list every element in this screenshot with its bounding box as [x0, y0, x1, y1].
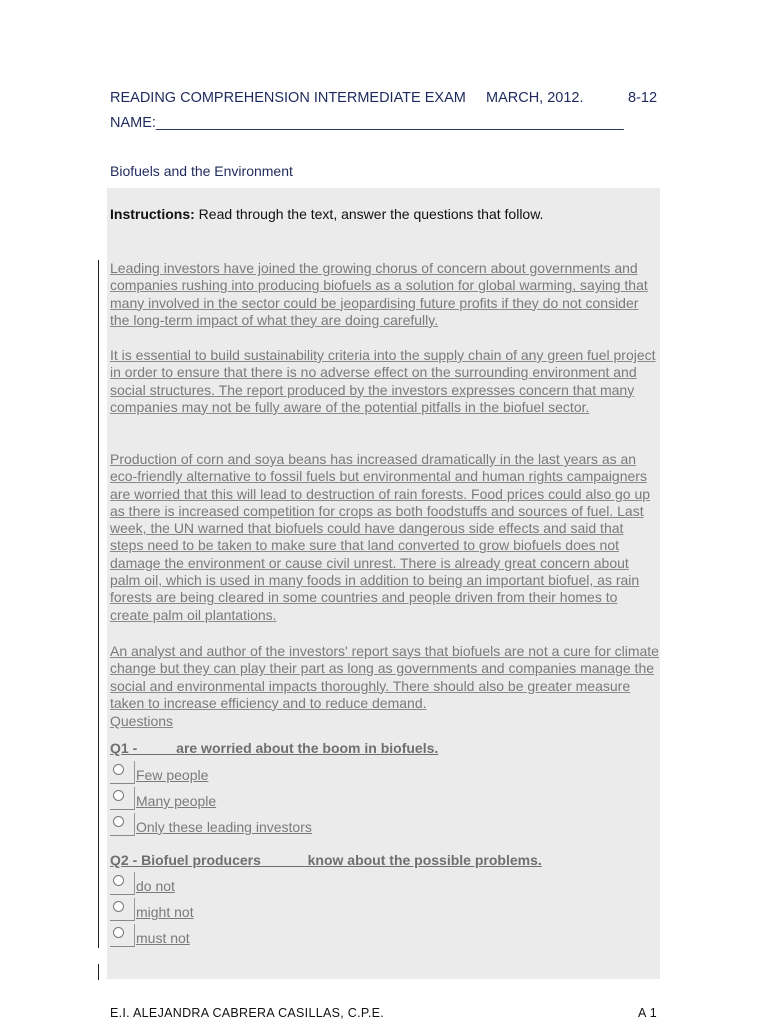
question-2: Q2 - Biofuel producers _____ know about the possible problems.: [110, 852, 542, 868]
footer-author: E.I. ALEJANDRA CABRERA CASILLAS, C.P.E.: [110, 1006, 385, 1020]
cursor-mark: [98, 964, 99, 980]
radio-icon[interactable]: [113, 927, 124, 938]
instructions: [110, 206, 543, 222]
margin-bar: [98, 260, 99, 948]
exam-level: 8-12: [628, 90, 658, 106]
name-line: NAME:__________________________________________________________: [110, 115, 624, 131]
instructions-label: Instructions:: [110, 206, 195, 222]
exam-date: MARCH, 2012.: [486, 90, 584, 106]
paragraph-2: It is essential to build sustainability criteria into the supply chain of any green fuel project in order to ensure that there is no adverse effect on the surrounding environment and social structures. The report produced by the investors expresses concern that many companies may not be fully aware of the potential pitfalls in the biofuel sector.: [110, 347, 656, 415]
radio-icon[interactable]: [113, 790, 124, 801]
radio-icon[interactable]: [113, 901, 124, 912]
option-label: do not: [136, 878, 175, 894]
option-label: Few people: [136, 767, 209, 783]
paragraph-3: Production of corn and soya beans has increased dramatically in the last years as an eco-friendly alternative to fossil fuels but environmental and human rights campaigners are worried that this will lead to destruction of rain forests. Food prices could also go up as there is increased competition for crops as both foodstuffs and sources of fuel. Last week, the UN warned that biofuels could have dangerous side effects and said that steps need to be taken to make sure that land converted to grow biofuels does not damage the environment or cause civil unrest. There is already great concern about palm oil, which is used in many foods in addition to being an important biofuel, as rain forests are being cleared in some countries and people driven from their homes to create palm oil plantations.: [110, 451, 651, 623]
paragraph-1: Leading investors have joined the growing chorus of concern about governments and companies rushing into producing biofuels as a solution for global warming, saying that many involved in the sector could be jeopardising future profits if they do not consider the long-term impact of what they are doing carefully.: [110, 260, 648, 328]
radio-icon[interactable]: [113, 764, 124, 775]
option-label: might not: [136, 904, 194, 920]
radio-icon[interactable]: [113, 875, 124, 886]
option-label: Many people: [136, 793, 217, 809]
questions-label: Questions: [110, 713, 174, 729]
exam-title: READING COMPREHENSION INTERMEDIATE EXAM: [110, 90, 466, 106]
radio-icon[interactable]: [113, 816, 124, 827]
paragraph-4: An analyst and author of the investors' report says that biofuels are not a cure for climate change but they can play their part as long as governments and companies manage the social and environmental impacts thoroughly. There should also be greater measure taken to increase efficiency and to reduce demand.: [110, 643, 659, 711]
section-title: Biofuels and the Environment: [110, 163, 293, 179]
option-label: Only these leading investors: [136, 819, 312, 835]
question-1: Q1 - ____ are worried about the boom in biofuels.: [110, 740, 439, 756]
page-number: A 1: [638, 1006, 657, 1020]
option-label: must not: [136, 930, 190, 946]
instructions-text: Read through the text, answer the questions that follow.: [194, 206, 544, 222]
